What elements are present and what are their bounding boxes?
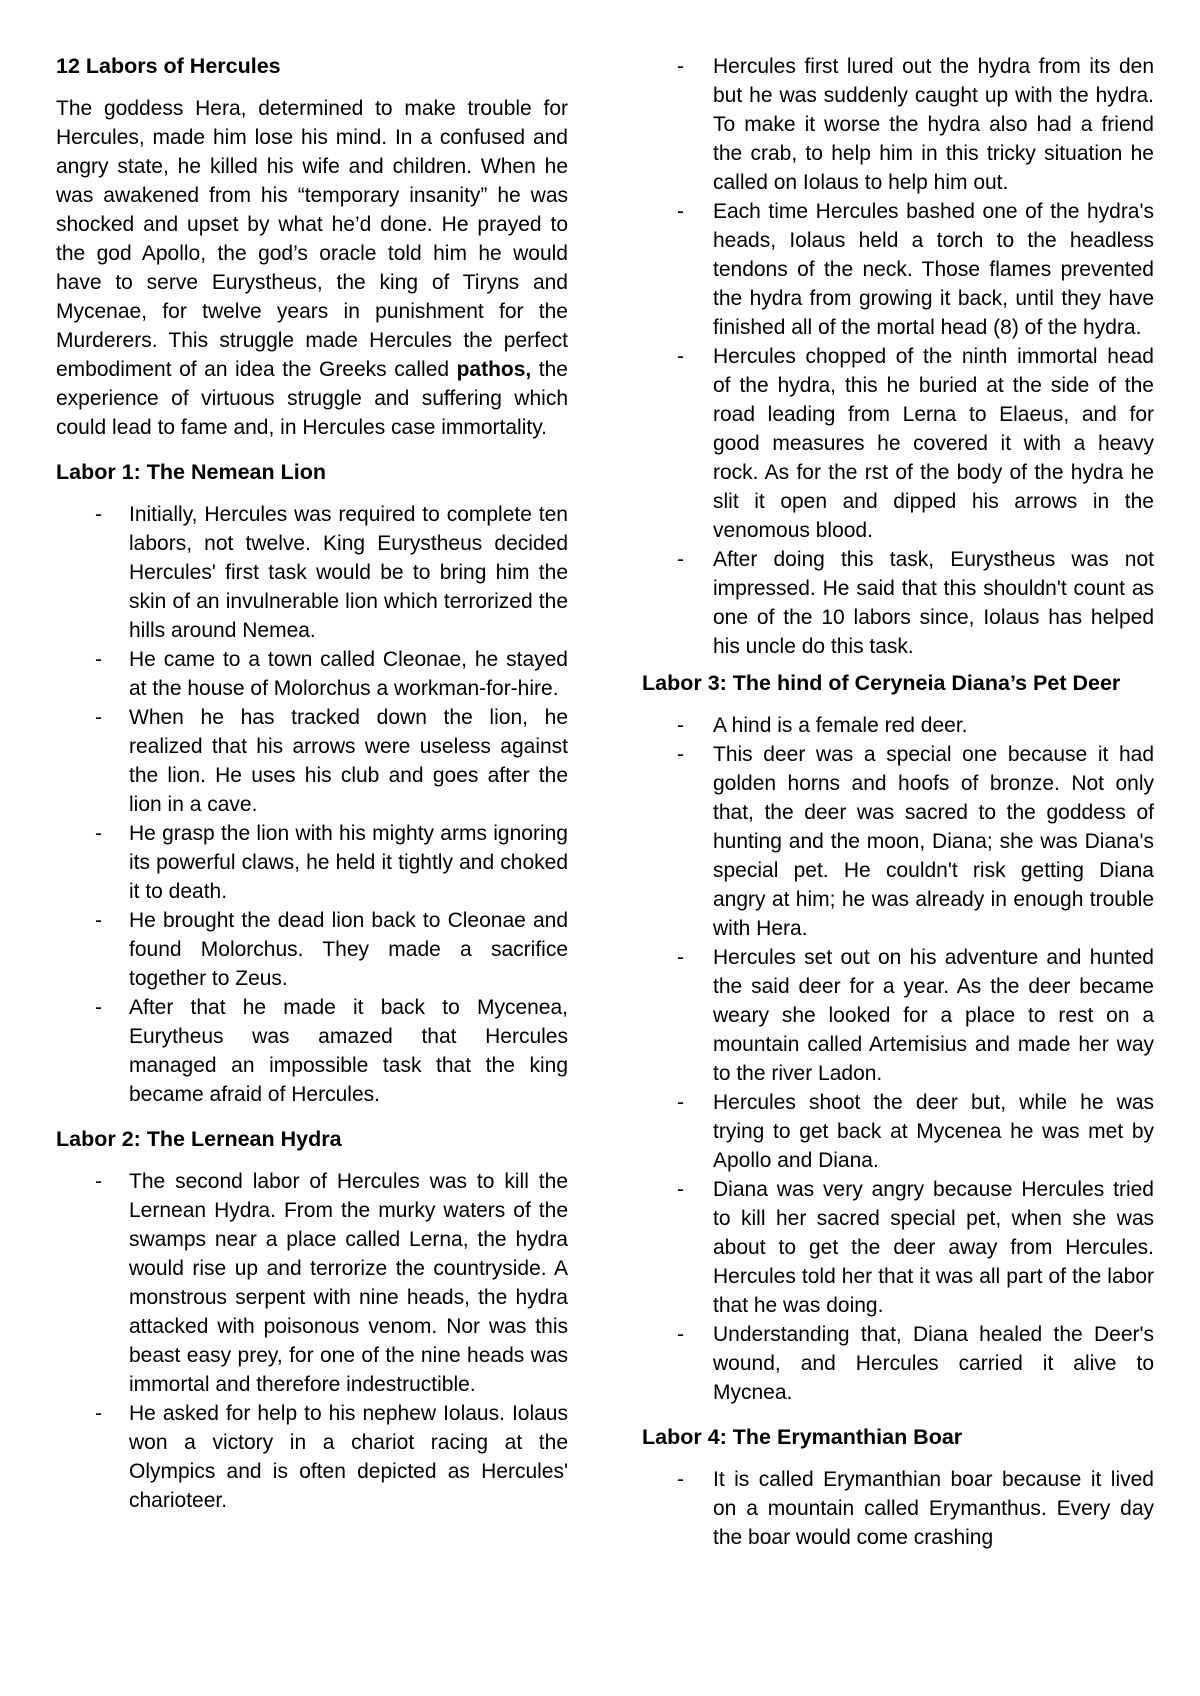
bullet-dash: - bbox=[95, 503, 102, 526]
labor3-section bbox=[642, 669, 1154, 1407]
list-item bbox=[56, 1399, 568, 1515]
right-column bbox=[642, 52, 1154, 1552]
labor2-continued-list bbox=[642, 52, 1154, 661]
bullet-dash: - bbox=[677, 1178, 684, 1201]
bullet-dash: - bbox=[677, 200, 684, 223]
list-item-text: When he has tracked down the lion, he realized that his arrows were useless against the lion. He uses his club and goes after the lion in a cave. bbox=[129, 706, 568, 816]
labor4-heading: Labor 4: The Erymanthian Boar bbox=[642, 1425, 963, 1449]
bullet-dash: - bbox=[95, 909, 102, 932]
list-item bbox=[642, 711, 1154, 740]
list-item bbox=[642, 52, 1154, 197]
labor3-list bbox=[642, 711, 1154, 1407]
labor1-list bbox=[56, 500, 568, 1109]
labor4-section bbox=[642, 1423, 1154, 1552]
bullet-dash: - bbox=[95, 1402, 102, 1425]
labor2-list bbox=[56, 1167, 568, 1515]
list-item bbox=[642, 197, 1154, 342]
list-item-text: Hercules shoot the deer but, while he was trying to get back at Mycenea he was met by Apollo and Diana. bbox=[713, 1091, 1154, 1172]
list-item-text: Each time Hercules bashed one of the hydra's heads, Iolaus held a torch to the headless tendons of the neck. Those flames prevented the hydra from growing it back, until they have finished all of the mortal head (8) of the hydra. bbox=[713, 200, 1154, 339]
list-item-text: After doing this task, Eurystheus was not impressed. He said that this shouldn't count as one of the 10 labors since, Iolaus has helped his uncle do this task. bbox=[713, 548, 1154, 658]
list-item bbox=[642, 943, 1154, 1088]
bullet-dash: - bbox=[95, 996, 102, 1019]
list-item-text: It is called Erymanthian boar because it lived on a mountain called Erymanthus. Every day the boar would come crashing bbox=[713, 1468, 1154, 1549]
bullet-dash: - bbox=[95, 648, 102, 671]
bullet-dash: - bbox=[95, 706, 102, 729]
list-item bbox=[56, 500, 568, 645]
bullet-dash: - bbox=[677, 743, 684, 766]
list-item bbox=[56, 819, 568, 906]
left-column bbox=[56, 52, 568, 1515]
bullet-dash: - bbox=[677, 714, 684, 737]
intro-text-before: The goddess Hera, determined to make trouble for Hercules, made him lose his mind. In a confused and angry state, he killed his wife and children. When he was awakened from his “temporary insanity” he was shocked and upset by what he’d done. He prayed to the god Apollo, the god’s oracle told him he would have to serve Eurystheus, the king of Tiryns and Mycenae, for twelve years in punishment for the Murderers. This struggle made Hercules the perfect embodiment of an idea the Greeks called bbox=[56, 97, 568, 381]
bullet-dash: - bbox=[677, 55, 684, 78]
list-item-text: Hercules first lured out the hydra from its den but he was suddenly caught up with the hydra. To make it worse the hydra also had a friend the crab, to help him in this tricky situation he called on Iolaus to help him out. bbox=[713, 55, 1154, 194]
list-item bbox=[642, 1465, 1154, 1552]
list-item bbox=[642, 740, 1154, 943]
list-item-text: The second labor of Hercules was to kill the Lernean Hydra. From the murky waters of the swamps near a place called Lerna, the hydra would rise up and terrorize the countryside. A monstrous serpent with nine heads, the hydra attacked with poisonous venom. Nor was this beast easy prey, for one of the nine heads was immortal and therefore indestructible. bbox=[129, 1170, 568, 1396]
list-item bbox=[642, 342, 1154, 545]
bullet-dash: - bbox=[677, 1091, 684, 1114]
bullet-dash: - bbox=[677, 1468, 684, 1491]
list-item bbox=[56, 993, 568, 1109]
bullet-dash: - bbox=[677, 548, 684, 571]
bullet-dash: - bbox=[95, 1170, 102, 1193]
labor1-section bbox=[56, 458, 568, 1109]
labor4-list bbox=[642, 1465, 1154, 1552]
list-item-text: Initially, Hercules was required to complete ten labors, not twelve. King Eurystheus decided Hercules' first task would be to bring him the skin of an invulnerable lion which terrorized the hills around Nemea. bbox=[129, 503, 568, 642]
list-item-text: After that he made it back to Mycenea, Eurytheus was amazed that Hercules managed an impossible task that the king became afraid of Hercules. bbox=[129, 996, 568, 1106]
list-item-text: He grasp the lion with his mighty arms ignoring its powerful claws, he held it tightly and choked it to death. bbox=[129, 822, 568, 903]
labor1-heading: Labor 1: The Nemean Lion bbox=[56, 460, 326, 484]
bullet-dash: - bbox=[677, 946, 684, 969]
labor3-heading: Labor 3: The hind of Ceryneia Diana’s Pet Deer bbox=[642, 671, 1121, 695]
bullet-dash: - bbox=[95, 822, 102, 845]
intro-bold-term: pathos, bbox=[456, 358, 532, 381]
labor2-heading: Labor 2: The Lernean Hydra bbox=[56, 1127, 342, 1151]
list-item-text: He asked for help to his nephew Iolaus. Iolaus won a victory in a chariot racing at the Olympics and is often depicted as Hercules' charioteer. bbox=[129, 1402, 568, 1512]
list-item bbox=[642, 1320, 1154, 1407]
bullet-dash: - bbox=[677, 1323, 684, 1346]
list-item bbox=[642, 545, 1154, 661]
list-item-text: He came to a town called Cleonae, he stayed at the house of Molorchus a workman-for-hire. bbox=[129, 648, 568, 700]
list-item-text: Hercules chopped of the ninth immortal head of the hydra, this he buried at the side of the road leading from Lerna to Elaeus, and for good measures he covered it with a heavy rock. As for the rst of the body of the hydra he slit it open and dipped his arrows in the venomous blood. bbox=[713, 345, 1154, 542]
list-item bbox=[642, 1088, 1154, 1175]
list-item-text: This deer was a special one because it had golden horns and hoofs of bronze. Not only that, the deer was sacred to the goddess of hunting and the moon, Diana; she was Diana's special pet. He couldn't risk getting Diana angry at him; he was already in enough trouble with Hera. bbox=[713, 743, 1154, 940]
list-item-text: He brought the dead lion back to Cleonae and found Molorchus. They made a sacrifice together to Zeus. bbox=[129, 909, 568, 990]
list-item bbox=[56, 703, 568, 819]
list-item bbox=[56, 1167, 568, 1399]
list-item bbox=[56, 906, 568, 993]
list-item-text: Understanding that, Diana healed the Deer's wound, and Hercules carried it alive to Mycnea. bbox=[713, 1323, 1154, 1404]
list-item-text: Hercules set out on his adventure and hunted the said deer for a year. As the deer became weary she looked for a place to rest on a mountain called Artemisius and made her way to the river Ladon. bbox=[713, 946, 1154, 1085]
bullet-dash: - bbox=[677, 345, 684, 368]
intro-paragraph bbox=[56, 94, 568, 442]
list-item-text: Diana was very angry because Hercules tried to kill her sacred special pet, when she was about to get the deer away from Hercules. Hercules told her that it was all part of the labor that he was doing. bbox=[713, 1178, 1154, 1317]
list-item-text: A hind is a female red deer. bbox=[713, 714, 968, 737]
document-title: 12 Labors of Hercules bbox=[56, 54, 281, 78]
list-item bbox=[56, 645, 568, 703]
intro-text-after: the experience of virtuous struggle and suffering which could lead to fame and, in Hercules case immortality. bbox=[56, 358, 568, 439]
labor2-section bbox=[56, 1125, 568, 1515]
list-item bbox=[642, 1175, 1154, 1320]
